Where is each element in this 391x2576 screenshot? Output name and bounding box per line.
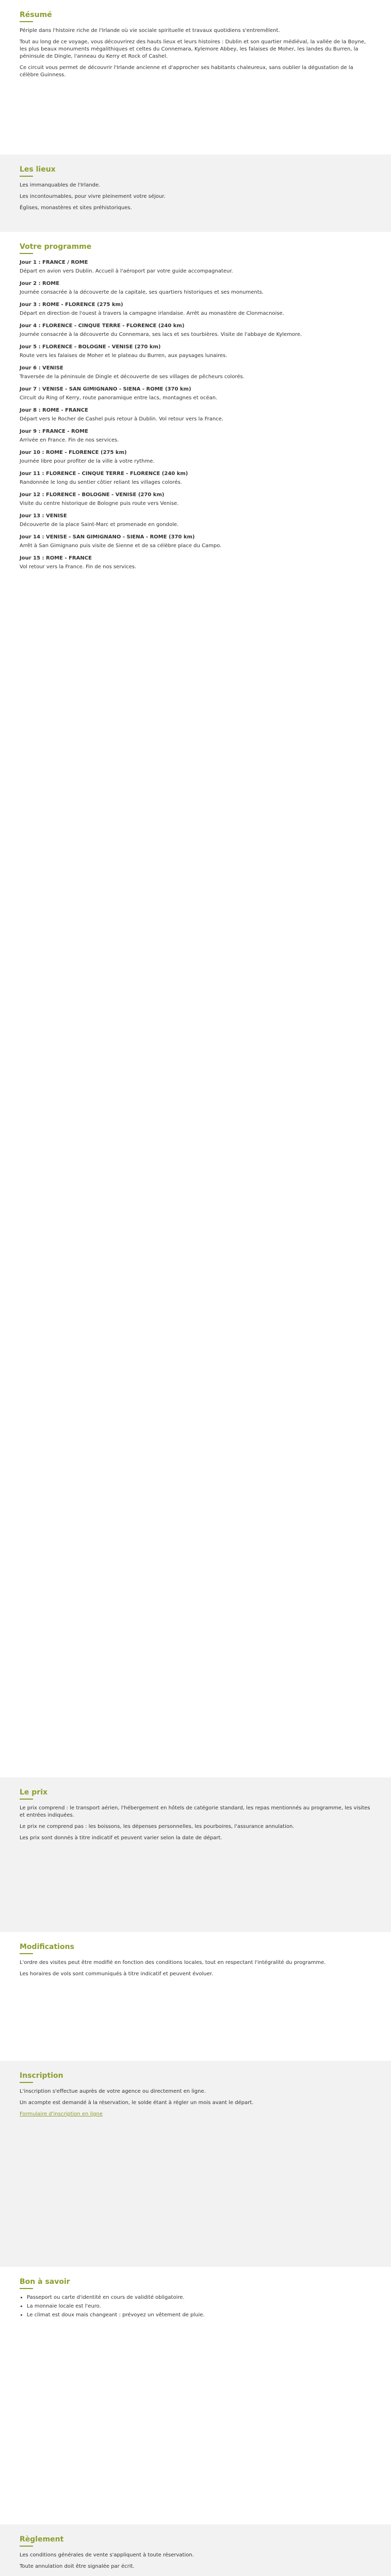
- lieux-paragraph: Les incontournables, pour vivre pleinement votre séjour.: [20, 194, 166, 199]
- day-title: Jour 10 : ROME - FLORENCE (275 km): [20, 450, 127, 455]
- bon-a-savoir-list: [27, 2294, 371, 2319]
- reglement-section: [0, 2524, 391, 2576]
- reglement-title: Règlement: [20, 2535, 64, 2544]
- day-title: Jour 7 : VENISE - SAN GIMIGNANO - SIENA - ROME (370 km): [20, 386, 191, 392]
- day-title: Jour 6 : VENISE: [20, 365, 63, 371]
- title-rule: [20, 253, 33, 254]
- day-description: Journée consacrée à la découverte du Connemara, ses lacs et ses tourbières. Visite de l'abbaye de Kylemore.: [20, 332, 302, 337]
- day-title: Jour 4 : FLORENCE - CINQUE TERRE - FLORENCE (240 km): [20, 323, 185, 329]
- title-rule: [20, 1799, 33, 1800]
- lieux-paragraph: Églises, monastères et sites préhistoriques.: [20, 205, 132, 211]
- day-title: Jour 9 : FRANCE - ROME: [20, 429, 88, 434]
- day-description: Visite du centre historique de Bologne puis route vers Venise.: [20, 501, 179, 506]
- lieux-section: [0, 155, 391, 232]
- modifications-section: [0, 1932, 391, 2061]
- bon-a-savoir-section: [0, 2267, 391, 2524]
- resume-paragraph: Périple dans l'histoire riche de l'Irlande où vie sociale spirituelle et travaux quotidiens s'entremêlent.: [20, 28, 280, 33]
- resume-section: [0, 0, 391, 155]
- day-title: Jour 5 : FLORENCE - BOLOGNE - VENISE (270 km): [20, 344, 161, 350]
- inscription-section: [0, 2061, 391, 2267]
- day-list: [20, 259, 371, 571]
- day-title: Jour 15 : ROME - FRANCE: [20, 555, 92, 561]
- inscription-link[interactable]: Formulaire d'inscription en ligne: [20, 2111, 103, 2117]
- day-title: Jour 11 : FLORENCE - CINQUE TERRE - FLORENCE (240 km): [20, 471, 188, 477]
- day-description: Arrivée en France. Fin de nos services.: [20, 437, 119, 443]
- title-rule: [20, 2546, 33, 2547]
- modifications-title: Modifications: [20, 1943, 74, 1951]
- lieux-title: Les lieux: [20, 165, 56, 174]
- day-description: Départ en direction de l'ouest à travers la campagne irlandaise. Arrêt au monastère de Clonmacnoise.: [20, 311, 284, 316]
- prix-section: [0, 1777, 391, 1932]
- title-rule: [20, 2082, 33, 2083]
- day-description: Départ vers le Rocher de Cashel puis retour à Dublin. Vol retour vers la France.: [20, 416, 224, 422]
- inscription-paragraph: Un acompte est demandé à la réservation, le solde étant à régler un mois avant le départ.: [20, 2100, 254, 2106]
- reglement-paragraph: Les conditions générales de vente s'appliquent à toute réservation.: [20, 2552, 194, 2558]
- day-description: Circuit du Ring of Kerry, route panoramique entre lacs, montagnes et océan.: [20, 395, 218, 401]
- prix-title: Le prix: [20, 1788, 48, 1797]
- prix-paragraph: Le prix comprend : le transport aérien, l'hébergement en hôtels de catégorie standard, les repas mentionnés au programme, les visites et entrées indiquées.: [20, 1805, 370, 1818]
- day-description: Journée libre pour profiter de la ville à votre rythme.: [20, 459, 155, 464]
- title-rule: [20, 1953, 33, 1954]
- list-item: • Le climat est doux mais changeant : prévoyez un vêtement de pluie.: [27, 2312, 371, 2319]
- prix-paragraph: Les prix sont donnés à titre indicatif et peuvent varier selon la date de départ.: [20, 1835, 222, 1841]
- day-description: Route vers les falaises de Moher et le plateau du Burren, aux paysages lunaires.: [20, 353, 227, 359]
- day-title: Jour 12 : FLORENCE - BOLOGNE - VENISE (270 km): [20, 492, 165, 498]
- title-rule: [20, 2288, 33, 2289]
- modifications-paragraph: Les horaires de vols sont communiqués à titre indicatif et peuvent évoluer.: [20, 1971, 214, 1977]
- list-item: • La monnaie locale est l'euro.: [27, 2303, 371, 2310]
- day-title: Jour 8 : ROME - FRANCE: [20, 408, 88, 413]
- title-rule: [20, 176, 33, 177]
- day-description: Arrêt à San Gimignano puis visite de Sienne et de sa célèbre place du Campo.: [20, 543, 222, 549]
- day-description: Journée consacrée à la découverte de la capitale, ses quartiers historiques et ses monuments.: [20, 290, 264, 295]
- day-description: Vol retour vers la France. Fin de nos services.: [20, 564, 137, 570]
- resume-paragraph: Tout au long de ce voyage, vous découvrirez des hauts lieux et leurs histoires : Dublin et son quartier médiéval, la vallée de la Boyne, les plus beaux monuments mégalithiques et celtes du Connemara, Kylemore Abbey, les falaises de Moher, les landes du Burren, la péninsule de Dingle, l'anneau du Kerry et Rock of Cashel.: [20, 39, 366, 59]
- lieux-paragraph: Les immanquables de l'Irlande.: [20, 182, 101, 188]
- programme-section: [0, 232, 391, 1777]
- resume-title: Résumé: [20, 11, 52, 19]
- day-title: Jour 1 : FRANCE / ROME: [20, 260, 88, 265]
- title-rule: [20, 21, 33, 22]
- day-title: Jour 2 : ROME: [20, 281, 60, 286]
- day-title: Jour 3 : ROME - FLORENCE (275 km): [20, 302, 123, 308]
- reglement-paragraph: Toute annulation doit être signalée par écrit.: [20, 2564, 135, 2569]
- bon-a-savoir-title: Bon à savoir: [20, 2278, 70, 2286]
- prix-paragraph: Le prix ne comprend pas : les boissons, les dépenses personnelles, les pourboires, l'assurance annulation.: [20, 1824, 295, 1829]
- day-description: Découverte de la place Saint-Marc et promenade en gondole.: [20, 522, 179, 528]
- day-title: Jour 13 : VENISE: [20, 513, 67, 519]
- programme-title: Votre programme: [20, 243, 92, 251]
- day-description: Traversée de la péninsule de Dingle et découverte de ses villages de pêcheurs colorés.: [20, 374, 245, 380]
- modifications-paragraph: L'ordre des visites peut être modifié en fonction des conditions locales, tout en respectant l'intégralité du programme.: [20, 1960, 326, 1965]
- day-description: Randonnée le long du sentier côtier reliant les villages colorés.: [20, 480, 182, 485]
- inscription-title: Inscription: [20, 2072, 63, 2080]
- list-item: • Passeport ou carte d'identité en cours de validité obligatoire.: [27, 2294, 371, 2301]
- resume-paragraph: Ce circuit vous permet de découvrir l'Irlande ancienne et d'approcher ses habitants chaleureux, sans oublier la dégustation de la célèbre Guinness.: [20, 65, 353, 78]
- inscription-paragraph: L'inscription s'effectue auprès de votre agence ou directement en ligne.: [20, 2089, 206, 2094]
- day-title: Jour 14 : VENISE - SAN GIMIGNANO - SIENA - ROME (370 km): [20, 534, 195, 540]
- day-description: Départ en avion vers Dublin. Accueil à l'aéroport par votre guide accompagnateur.: [20, 268, 233, 274]
